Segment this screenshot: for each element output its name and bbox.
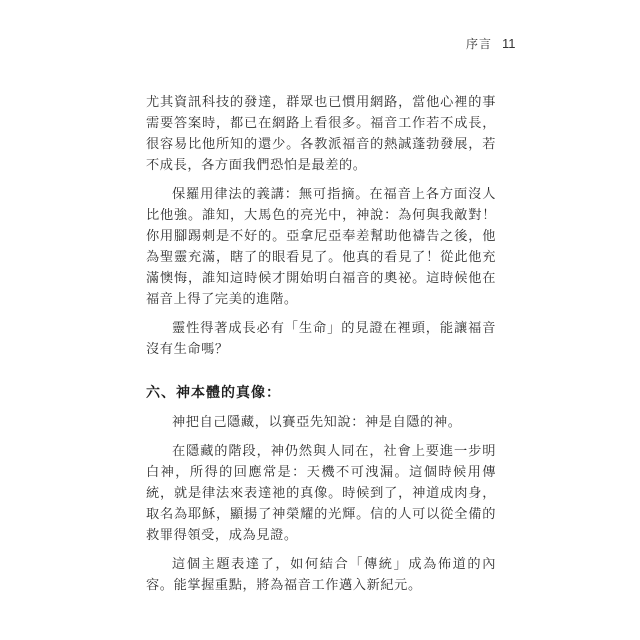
paragraph: 靈性得著成長必有「生命」的見證在裡頭，能讓福音沒有生命嗎？ — [146, 321, 496, 357]
paragraph: 保羅用律法的義講：無可指摘。在福音上各方面沒人比他強。誰知，大馬色的亮光中，神說：為何與我敵對！你用腳踢刺是不好的。亞拿尼亞奉差幫助他禱告之後，他為聖靈充滿，瞎了的眼看見了。他真的看見了！從此他充滿懊悔，誰知這時候才開始明白福音的奧祕。這時候他在福音上得了完美的進階。 — [146, 187, 496, 307]
running-header-title: 序言 — [466, 37, 493, 51]
paragraph: 神把自己隱藏，以賽亞先知說：神是自隱的神。 — [172, 415, 462, 430]
page-number: 11 — [502, 36, 516, 51]
section-heading: 六、神本體的真像： — [146, 385, 281, 401]
paragraph: 尤其資訊科技的發達，群眾也已慣用網路，當他心裡的事需要答案時，都已在網路上看很多。福音工作若不成長，很容易比他所知的還少。各教派福音的熱誠蓬勃發展，若不成長，各方面我們恐怕是最差的。 — [146, 95, 496, 173]
running-header — [466, 34, 576, 54]
body-text — [146, 92, 496, 596]
paragraph: 這個主題表達了，如何結合「傳統」成為佈道的內容。能掌握重點，將為福音工作邁入新紀元。 — [146, 557, 496, 593]
paragraph: 在隱藏的階段，神仍然與人同在，社會上要進一步明白神，所得的回應常是：天機不可洩漏。這個時候用傳統，就是律法來表達祂的真像。時候到了，神道成肉身，取名為耶穌，顯揚了神榮耀的光輝。信的人可以從全備的救罪得領受，成為見證。 — [146, 444, 496, 543]
